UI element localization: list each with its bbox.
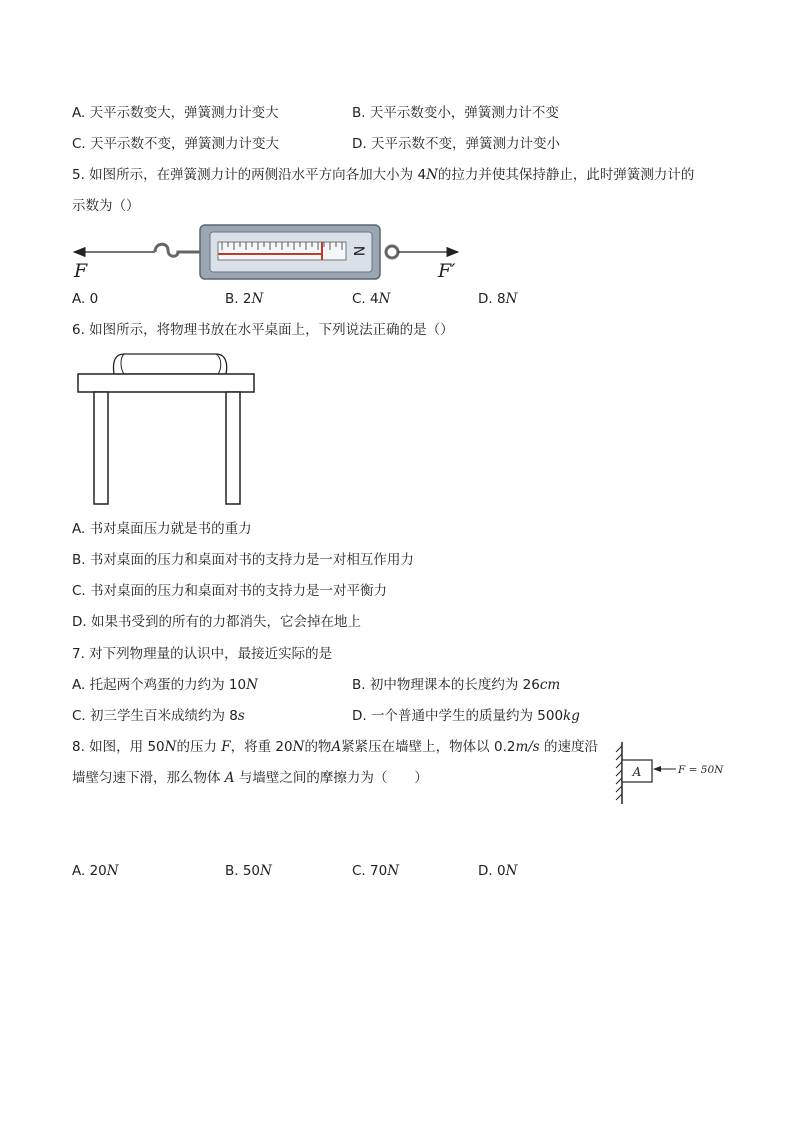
q8-text-4: 的物 [304, 739, 332, 755]
force-label-right: F′ [438, 260, 456, 282]
q5-option-d-text: D. 8 [478, 291, 506, 307]
q5-stem-line1 [72, 166, 694, 184]
q7-option-b-unit: cm [539, 677, 561, 693]
q4-option-a: A. 天平示数变大，弹簧测力计变大 [72, 105, 279, 121]
q8-unit-3: m/s [515, 739, 540, 755]
q7-option-c-unit: s [237, 708, 245, 724]
spring-scale-figure [60, 222, 470, 284]
q7-option-a-unit: N [246, 677, 258, 693]
q7-option-b [352, 676, 560, 694]
q8-text-6: 的速度沿 [539, 739, 599, 755]
force-label-left: F [74, 260, 88, 282]
ring-icon [386, 246, 398, 258]
q7-option-a-text: A. 托起两个鸡蛋的力约为 10 [72, 677, 247, 693]
q8-stem-line2 [72, 769, 428, 787]
q8-text-5: 紧紧压在墙壁上，物体以 0.2 [341, 739, 516, 755]
q5-option-c [352, 290, 390, 308]
q8-stem-line1 [72, 738, 598, 756]
q5-stem-line2: 示数为（） [72, 198, 140, 214]
q6-option-b: B. 书对桌面的压力和桌面对书的支持力是一对相互作用力 [72, 552, 414, 568]
q5-stem-text-a: 5. 如图所示，在弹簧测力计的两侧沿水平方向各加大小为 4 [72, 167, 427, 183]
q7-option-a [72, 676, 258, 694]
q8-option-c [352, 862, 399, 880]
q8-text-2: 的压力 [176, 739, 222, 755]
q8-text-3: ，将重 20 [230, 739, 293, 755]
q8-option-a-unit: N [106, 863, 119, 879]
q4-option-c: C. 天平示数不变，弹簧测力计变大 [72, 136, 280, 152]
q7-option-b-text: B. 初中物理课本的长度约为 26 [352, 677, 540, 693]
hook-icon [155, 244, 200, 256]
q6-stem: 6. 如图所示，将物理书放在水平桌面上，下列说法正确的是（） [72, 322, 454, 338]
q7-option-d-text: D. 一个普通中学生的质量约为 500 [352, 708, 564, 724]
q8-option-d-text: D. 0 [478, 863, 506, 879]
q8-option-d-unit: N [505, 863, 518, 879]
q8-text-1: 8. 如图，用 50 [72, 739, 165, 755]
block-against-wall-figure [612, 740, 732, 806]
q8-option-b-unit: N [260, 863, 272, 879]
wall-hatching [616, 742, 622, 804]
q8-text-8: 与墙壁之间的摩擦力为（ ） [234, 770, 428, 786]
q8-option-a-text: A. 20 [72, 863, 107, 879]
q5-option-b-unit: N [251, 291, 264, 307]
q5-option-a: A. 0 [72, 291, 99, 307]
q5-option-d [478, 290, 517, 308]
q5-option-c-unit: N [378, 291, 391, 307]
q8-var-2: A [331, 739, 342, 755]
q8-text-7: 墙壁匀速下滑，那么物体 [72, 770, 225, 786]
table-leg-right [226, 392, 240, 504]
q7-option-c [72, 707, 245, 725]
q5-option-b-text: B. 2 [225, 291, 252, 307]
q6-option-c: C. 书对桌面的压力和桌面对书的支持力是一对平衡力 [72, 583, 388, 599]
q8-unit-2: N [292, 739, 305, 755]
q7-option-c-text: C. 初三学生百米成绩约为 8 [72, 708, 238, 724]
q8-option-c-unit: N [387, 863, 399, 879]
book-on-table-figure [76, 350, 258, 506]
q5-option-b [225, 290, 263, 308]
q5-option-c-text: C. 4 [352, 291, 379, 307]
q4-option-d: D. 天平示数不变，弹簧测力计变小 [352, 136, 560, 152]
q8-var-3: A [224, 770, 235, 786]
table-leg-left [94, 392, 108, 504]
q7-option-d [352, 707, 580, 725]
q5-option-d-unit: N [505, 291, 518, 307]
book-shape [113, 354, 226, 374]
q5-stem-text-b: 的拉力并使其保持静止，此时弹簧测力计的 [437, 167, 695, 183]
table-top [78, 374, 254, 392]
q6-option-a: A. 书对桌面压力就是书的重力 [72, 521, 252, 537]
q8-option-b [225, 862, 272, 880]
q5-stem-unit: N [426, 167, 438, 183]
q7-option-d-unit: kg [563, 708, 580, 724]
q8-var-1: F [221, 739, 231, 755]
q8-option-d [478, 862, 517, 880]
force-label: F = 50N [678, 764, 724, 776]
q6-option-d: D. 如果书受到的所有的力都消失，它会掉在地上 [72, 614, 361, 630]
scale-unit-mark: N [350, 245, 366, 257]
block-a-label: A [632, 765, 642, 779]
q8-option-c-text: C. 70 [352, 863, 388, 879]
q7-stem: 7. 对下列物理量的认识中，最接近实际的是 [72, 646, 333, 662]
q8-unit-1: N [164, 739, 177, 755]
q8-option-a [72, 862, 119, 880]
q4-option-b: B. 天平示数变小，弹簧测力计不变 [352, 105, 559, 121]
q8-option-b-text: B. 50 [225, 863, 261, 879]
